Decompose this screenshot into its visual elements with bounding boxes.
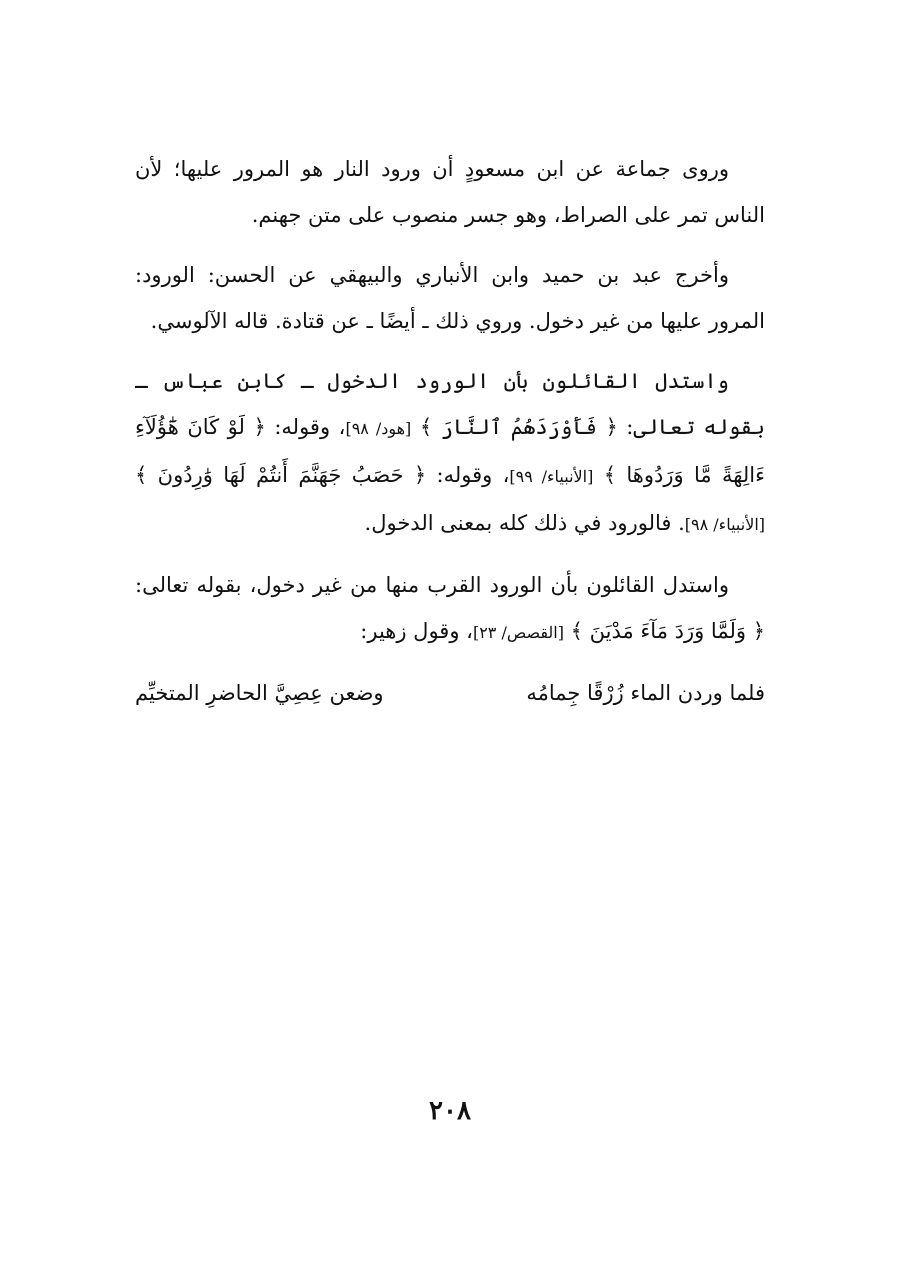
- paragraph-outro: . فالورود في ذلك كله بمعنى الدخول.: [364, 511, 685, 535]
- page-content: [135, 146, 765, 716]
- paragraph-intro: واستدل القائلون بأن الورود القرب منها من غير دخول، بقوله تعالى:: [135, 573, 729, 597]
- quran-verse: ﴿ حَصَبُ جَهَنَّمَ أَنتُمْ لَهَا وَٰرِدُونَ ﴾: [135, 463, 427, 487]
- paragraph-al-hasan: [135, 252, 765, 344]
- connector-text: ، وقوله:: [274, 415, 346, 439]
- verse-reference: [هود/ ٩٨]: [345, 419, 412, 438]
- quran-verse: ﴿ وَلَمَّا وَرَدَ مَآءَ مَدْيَنَ ﴾: [570, 619, 765, 643]
- poem-first-hemistich: فلما وردن الماء زُرْقًا جِمامُه: [526, 681, 765, 705]
- verse-reference: [القصص/ ٢٣]: [472, 623, 564, 642]
- quran-verse: ﴿ فَأَوْرَدَهُمُ ٱلنَّارَ ﴾: [419, 415, 618, 439]
- paragraph-intro: واستدل القائلون بأن الورود الدخول ـ كابن عباس ـ بقوله تعالى:: [135, 369, 765, 439]
- page-number: ٢٠٨: [429, 1096, 471, 1126]
- connector-text: ، وقوله:: [436, 463, 510, 487]
- paragraph-text: وأخرج عبد بن حميد وابن الأنباري والبيهقي عن الحسن: الورود: المرور عليها من غير دخول. وروي ذلك ـ أيضًا ـ عن قتادة. قاله الآلوسي.: [135, 263, 765, 333]
- verse-reference: [الأنبياء/ ٩٨]: [684, 515, 765, 534]
- document-page: [135, 0, 765, 1271]
- poem-second-hemistich: وضعن عِصِيَّ الحاضرِ المتخيِّم: [135, 681, 384, 705]
- quran-verse: ﴿ لَوْ كَانَ هَٰٓؤُلَآءِ ءَالِهَةً مَّا وَرَدُوهَا ﴾: [135, 415, 765, 487]
- paragraph-proximity-view: [135, 562, 765, 656]
- paragraph-ibn-masud: [135, 146, 765, 238]
- verse-reference: [الأنبياء/ ٩٩]: [509, 467, 594, 486]
- paragraph-entry-view: [135, 358, 765, 548]
- paragraph-outro: ، وقول زهير:: [360, 619, 473, 643]
- poem-verse: [135, 670, 765, 716]
- paragraph-text: وروى جماعة عن ابن مسعودٍ أن ورود النار هو المرور عليها؛ لأن الناس تمر على الصراط، وهو جسر منصوب على متن جهنم.: [135, 157, 765, 227]
